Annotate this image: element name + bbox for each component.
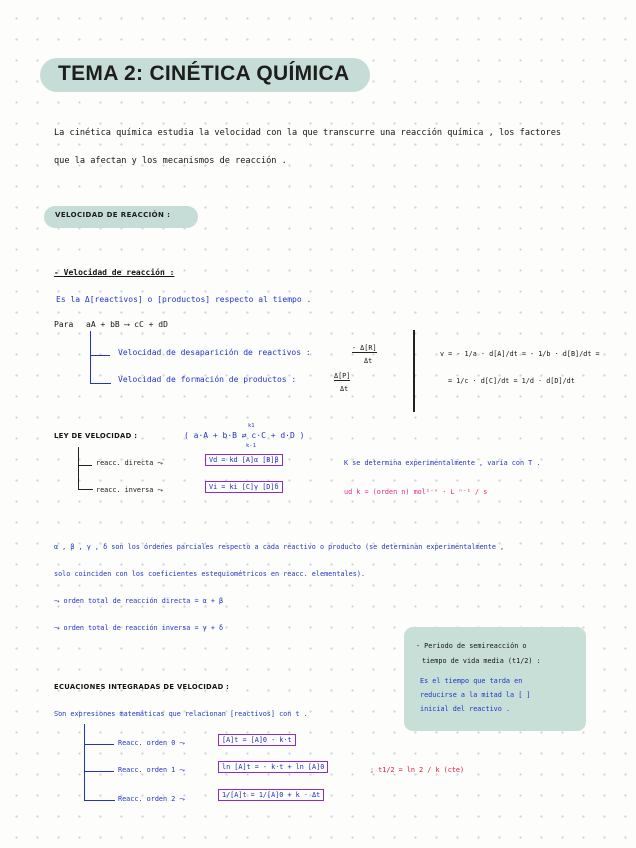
velocidad-bracket-branch (90, 331, 110, 356)
intro-line-1: La cinética química estudia la velocidad con la que transcurre una reacción química , los factores (54, 128, 562, 138)
k-note: K se determina experimentalmente , varía con T . (344, 459, 541, 467)
note-title-line-1: - Periodo de semireacción o (416, 642, 527, 650)
orden2-label: Reacc. orden 2 ⤳ (118, 795, 185, 803)
ley-reaction: ( a·A + b·B ⇄ c·C + d·D ) (184, 431, 305, 440)
note-body-line-2: reducirse a la mitad la [ ] (420, 691, 531, 699)
note-body-line-3: inicial del reactivo . (420, 705, 511, 713)
ley-bracket-branch (78, 447, 92, 466)
orden-directa: ⤳ orden total de reacción directa = α + β (54, 597, 224, 605)
orden0-label: Reacc. orden 0 ⤳ (118, 739, 185, 747)
section-velocidad-heading: VELOCIDAD DE REACCIÓN : (55, 211, 171, 219)
page-title: TEMA 2: CINÉTICA QUÍMICA (58, 62, 350, 85)
divider-line (413, 330, 415, 412)
formacion-expr-numerator: Δ[P] (334, 372, 351, 380)
orden1-box: ln [A]t = - k·t + ln [A]0 (218, 761, 328, 773)
intro-line-2: que la afectan y los mecanismos de reacción . (54, 156, 287, 166)
v-expression-line-2: = 1/c · d[C]/dt = 1/d · d[D]/dt (448, 377, 575, 385)
orden1-label: Reacc. orden 1 ⤳ (118, 766, 185, 774)
directa-rate-box: Vd = kd [A]α [B]β (205, 454, 283, 466)
desaparicion-label: Velocidad de desaparición de reactivos : (118, 348, 311, 357)
ley-arrow-k1: k1 (248, 423, 255, 429)
formacion-label: Velocidad de formación de productos : (118, 375, 297, 384)
para-label: Para (54, 320, 74, 329)
ordenes-line-1: α , β , γ , δ son los órdenes parciales respecto a cada reactivo o producto (se determinan experimentalmente , (54, 543, 505, 551)
velocidad-heading: - Velocidad de reacción : (54, 268, 175, 277)
ley-arrow-k-1: k-1 (246, 443, 256, 449)
note-body-line-1: Es el tiempo que tarda en (420, 677, 523, 685)
units-note: ud k = (orden n) mol¹⁻ⁿ · L ⁿ⁻¹ / s (344, 488, 488, 496)
orden2-box: 1/[A]t = 1/[A]0 + k · Δt (218, 789, 324, 801)
reacc-inversa-label: reacc. inversa ⤳ (96, 486, 163, 494)
desaparicion-expr-numerator: - Δ[R] (352, 344, 377, 352)
integradas-label: ECUACIONES INTEGRADAS DE VELOCIDAD : (54, 683, 230, 691)
velocidad-definition: Es la Δ[reactivos] o [productos] respecto al tiempo . (56, 295, 312, 304)
orden1-half-life: ; t1/2 = ln 2 / k (cte) (370, 766, 465, 774)
orden-inversa: ⤳ orden total de reacción inversa = γ + δ (54, 624, 224, 632)
ordenes-line-2: solo coinciden con los coeficientes estequiométricos en reacc. elementales). (54, 570, 365, 578)
ley-velocidad-label: LEY DE VELOCIDAD : (54, 432, 138, 440)
desaparicion-expr-denominator: Δt (364, 357, 373, 365)
formacion-expr-denominator: Δt (340, 385, 349, 393)
reacc-directa-label: reacc. directa ⤳ (96, 459, 163, 467)
note-title-line-2: tiempo de vida media (t1/2) : (422, 657, 541, 665)
reaction-general: aA + bB ⟶ cC + dD (86, 320, 168, 329)
inversa-rate-box: Vi = ki [C]γ [D]δ (205, 481, 283, 493)
orden0-box: [A]t = [A]0 - k·t (218, 734, 296, 746)
integradas-intro: Son expresiones matemáticas que relacionan [reactivos] con t . (54, 710, 308, 718)
v-expression-line-1: v = - 1/a · d[A]/dt = - 1/b · d[B]/dt = (440, 350, 600, 358)
integradas-bracket-branch-1 (84, 724, 114, 772)
